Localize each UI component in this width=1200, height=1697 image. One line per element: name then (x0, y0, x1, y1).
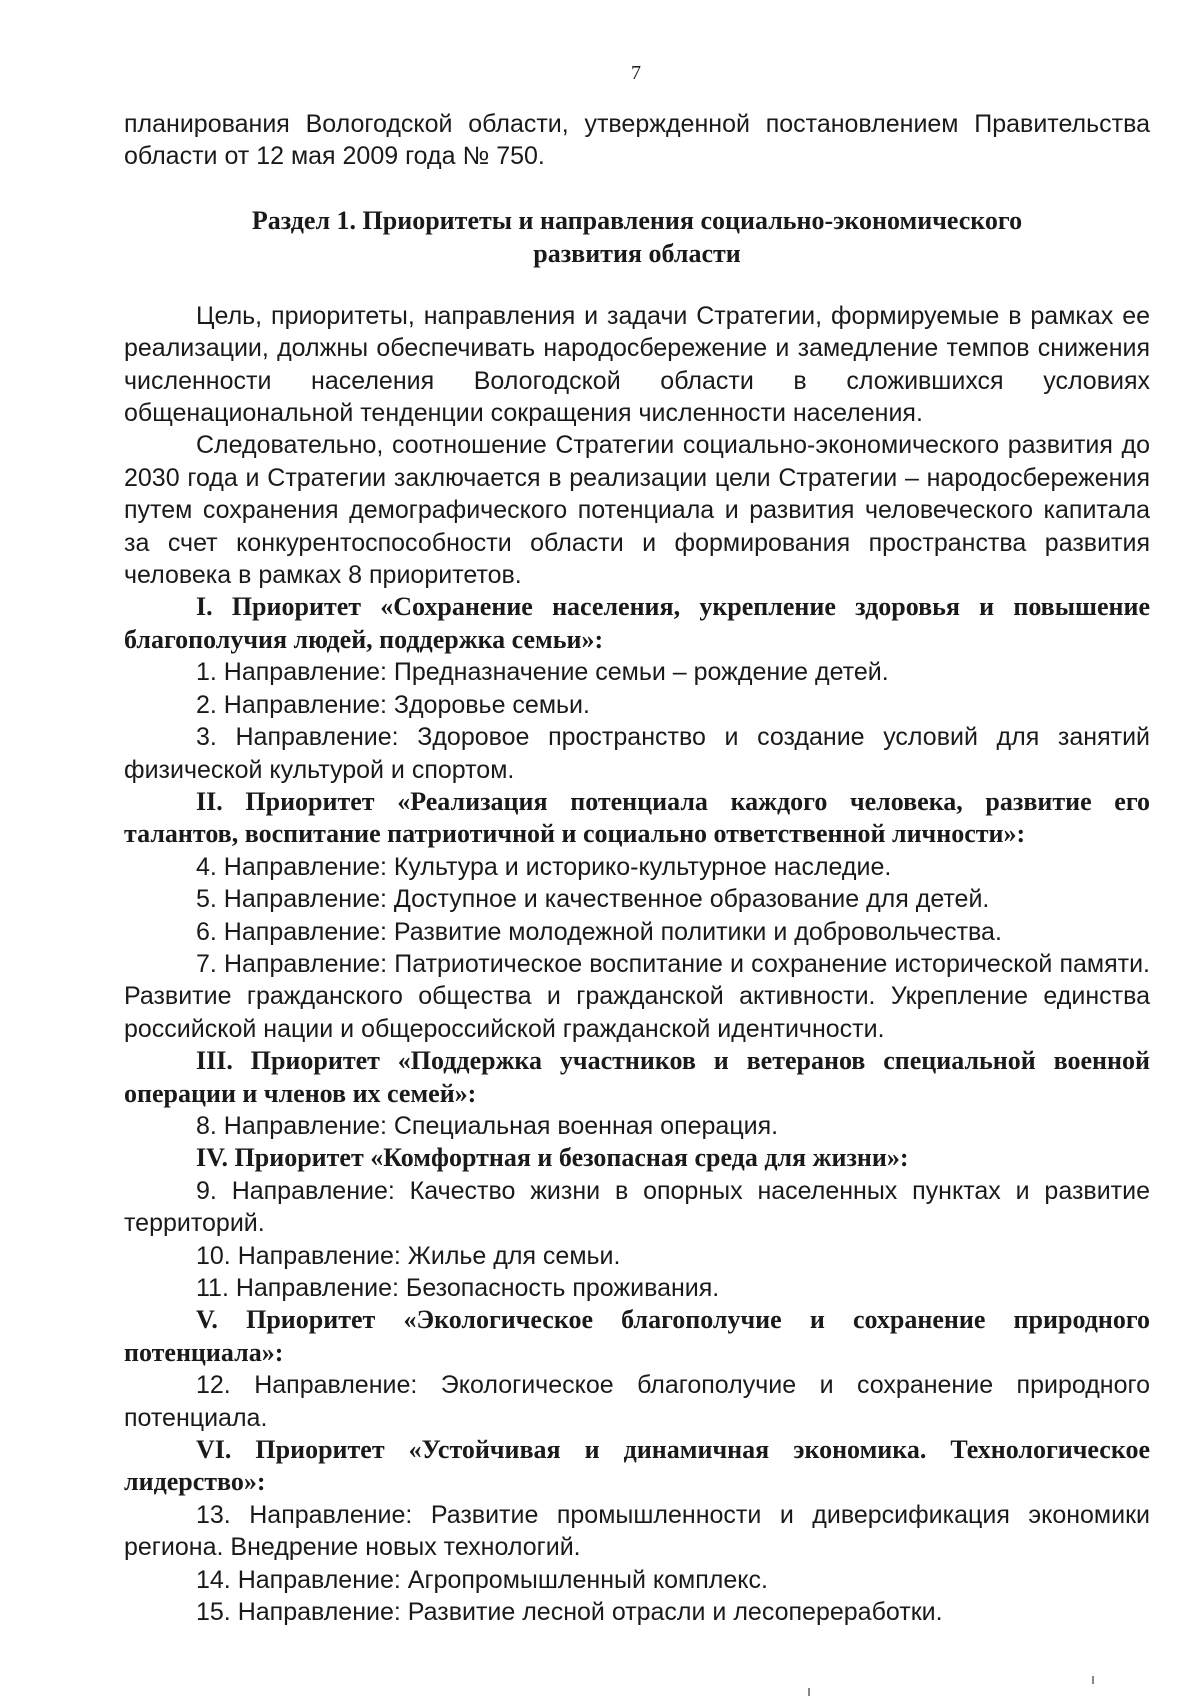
priority-heading: VI. Приоритет «Устойчивая и динамичная экономика. Технологическое лидерство»: (124, 1435, 1150, 1497)
section-title-line-2: развития области (533, 238, 741, 268)
direction-item: 7. Направление: Патриотическое воспитание и сохранение исторической памяти. Развитие гражданского общества и гражданской активности. Укрепление единства российской нации и общероссийской гражданской идентичности. (124, 949, 1150, 1043)
direction-item: 15. Направление: Развитие лесной отрасли и лесопереработки. (196, 1598, 943, 1627)
priority-heading: I. Приоритет «Сохранение населения, укрепление здоровья и повышение благополучия людей, поддержка семьи»: (124, 592, 1150, 654)
body-paragraph: Цель, приоритеты, направления и задачи Стратегии, формируемые в рамках ее реализации, должны обеспечивать народосбережение и замедление темпов снижения численности населения Вологодской области в сложившихся условиях общенациональной тенденции сокращения численности населения. (124, 301, 1150, 428)
direction-item: 5. Направление: Доступное и качественное образование для детей. (196, 885, 990, 914)
direction-item: 6. Направление: Развитие молодежной политики и добровольчества. (196, 917, 1002, 946)
scan-speck (808, 1688, 810, 1696)
page-number: 7 (631, 62, 641, 84)
direction-item: 13. Направление: Развитие промышленности и диверсификация экономики региона. Внедрение новых технологий. (124, 1500, 1150, 1562)
intro-paragraph: планирования Вологодской области, утвержденной постановлением Правительства области от 12 мая 2009 года № 750. (124, 110, 1150, 171)
direction-item: 14. Направление: Агропромышленный комплекс. (196, 1565, 768, 1594)
body-paragraph: Следовательно, соотношение Стратегии социально-экономического развития до 2030 года и Стратегии заключается в реализации цели Стратегии – народосбережения путем сохранения демографического потенциала и развития человеческого капитала за счет конкурентоспособности области и формирования пространства развития человека в рамках 8 приоритетов. (124, 431, 1150, 590)
page-content (124, 108, 1150, 1628)
direction-item: 12. Направление: Экологическое благополучие и сохранение природного потенциала. (124, 1371, 1150, 1432)
scan-speck (1092, 1676, 1094, 1684)
section-title (124, 204, 1150, 270)
direction-item: 10. Направление: Жилье для семьи. (196, 1241, 621, 1270)
direction-item: 2. Направление: Здоровье семьи. (196, 690, 590, 719)
direction-item: 9. Направление: Качество жизни в опорных населенных пунктах и развитие территорий. (124, 1176, 1150, 1238)
section-title-line-1: Раздел 1. Приоритеты и направления социально-экономического (251, 205, 1023, 235)
direction-item: 11. Направление: Безопасность проживания. (196, 1274, 720, 1302)
priority-heading: V. Приоритет «Экологическое благополучие и сохранение природного потенциала»: (124, 1305, 1150, 1367)
direction-item: 1. Направление: Предназначение семьи – рождение детей. (196, 658, 889, 687)
direction-item: 4. Направление: Культура и историко-культурное наследие. (196, 852, 892, 881)
direction-item: 8. Направление: Специальная военная операция. (196, 1111, 779, 1140)
direction-item: 3. Направление: Здоровое пространство и создание условий для занятий физической культурой и спортом. (124, 723, 1150, 784)
priority-heading: III. Приоритет «Поддержка участников и ветеранов специальной военной операции и членов их семей»: (124, 1046, 1150, 1108)
priority-heading: IV. Приоритет «Комфортная и безопасная среда для жизни»: (196, 1143, 909, 1173)
priority-heading: II. Приоритет «Реализация потенциала каждого человека, развитие его талантов, воспитание патриотичной и социально ответственной личности»: (124, 786, 1150, 849)
